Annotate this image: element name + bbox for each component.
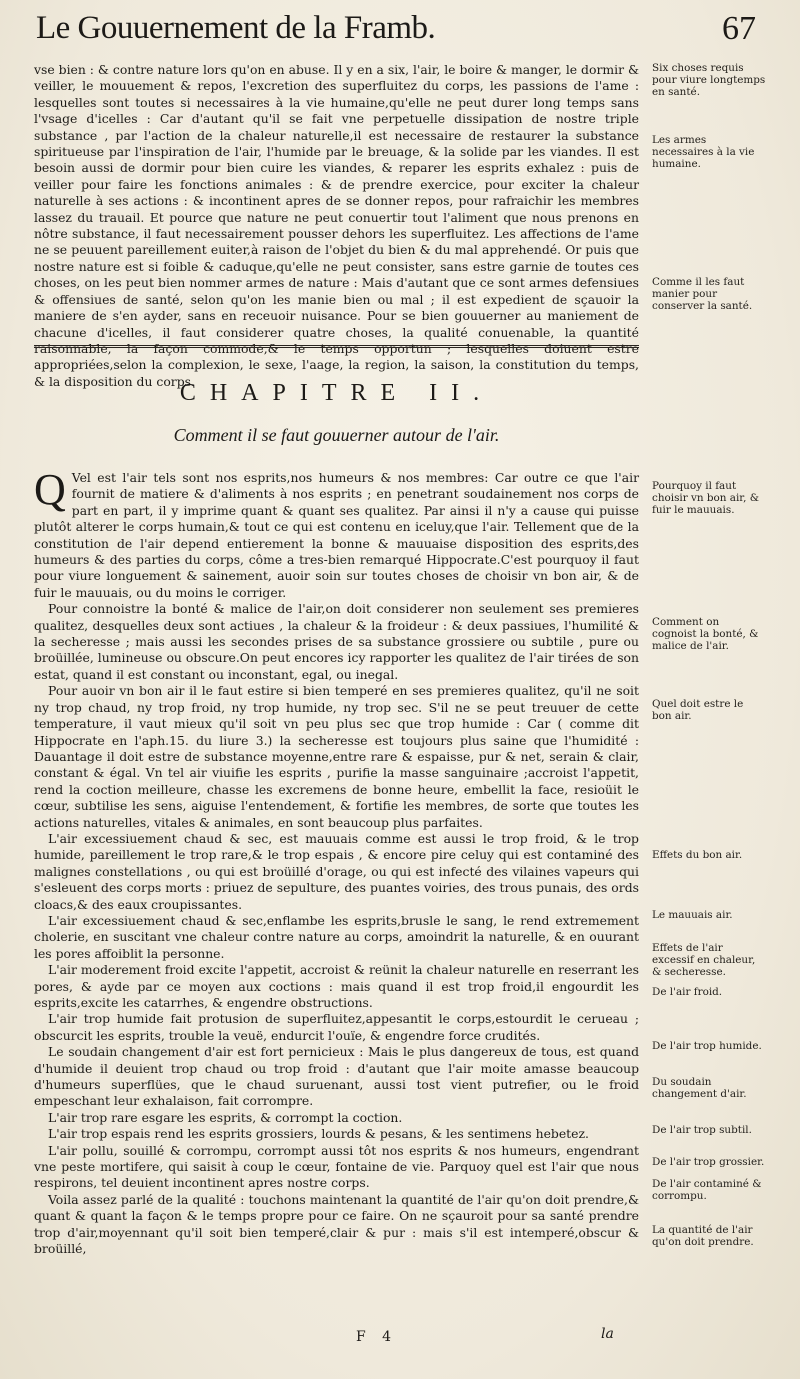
chapter-heading: CHAPITRE II.	[179, 380, 494, 406]
ornamental-rule	[34, 345, 639, 348]
margin-note: Quel doit estre le bon air.	[652, 698, 744, 723]
margin-note: De l'air trop subtil.	[652, 1124, 752, 1136]
drop-capital: Q	[34, 465, 66, 514]
paragraph: L'air pollu, souillé & corrompu, corrompt aussi tôt nos esprits & nos humeurs, engendrant vne peste mortifere, qui saisit à coup le cœur, fontaine de vie. Parquoy quel est l'air que nous respirons, tel deuient incontinent apres nostre corps.	[34, 1142, 639, 1191]
paragraph: Voila assez parlé de la qualité : touchons maintenant la quantité de l'air qu'on doit prendre,& quant & quant la façon & le temps propre pour ce faire. On ne sçauroit pour sa santé prendre trop d'air,moyennant qu'il soit bien temperé,clair & pur : mais s'il est intemperé,obscur & broüillé,	[34, 1191, 639, 1257]
paragraph: L'air moderement froid excite l'appetit, accroist & reünit la chaleur naturelle en reserrant les pores, & ayde par ce moyen aux coctions : mais quand il est trop froid,il engourdit les esprits,excite les catarrhes, & engendre obstructions.	[34, 962, 639, 1010]
paragraph: L'air trop humide fait protusion de superfluitez,appesantit le corps,estourdit le cerueau ; obscurcit les esprits, trouble la veuë, endurcit l'ouïe, & engendre force crudités.	[34, 1011, 639, 1043]
margin-note: Les armes necessaires à la vie humaine.	[652, 134, 755, 171]
chapter-body	[34, 465, 639, 1258]
margin-note: De l'air trop grossier.	[652, 1156, 765, 1168]
running-head	[36, 10, 756, 56]
paragraph: L'air excessiuement chaud & sec, est mauuais comme est aussi le trop froid, & le trop humide, pareillement le trop rare,& le trop espais , & encore pire celuy qui est contaminé des malignes constellations , ou qui est broüillé d'orage, ou qui est infecté des vilaines vapeurs qui s'esleuent des corps morts : priuez de sepulture, des puantes voiries, des trous punais, des ords cloacs,& des eaux croupissantes.	[34, 830, 639, 912]
margin-note: La quantité de l'air qu'on doit prendre.	[652, 1224, 754, 1249]
chapter-subtitle: Comment il se faut gouuerner autour de l'air.	[173, 425, 500, 445]
page-number: 67	[722, 10, 756, 47]
paragraph: Pour connoistre la bonté & malice de l'air,on doit considerer non seulement ses premieres qualitez, desquelles deux sont actiues , la chaleur & la froideur : & deux passiues, l'humilité & la secheresse ; mais aussi les secondes prises de sa substance grossiere ou subtile , pure ou broüillée, lumineuse ou obscure.On peut encores icy rapporter les qualitez de l'air tirées de son estat, quand il est constant ou inconstant, egal, ou inegal.	[34, 601, 639, 682]
margin-note: Le mauuais air.	[652, 909, 733, 921]
signature-mark: F 4	[356, 1329, 398, 1345]
paragraph: Pour auoir vn bon air il le faut estire si bien temperé en ses premieres qualitez, qu'il ne soit ny trop chaud, ny trop froid, ny trop humide, ny trop sec. S'il ne se peut treuuer de cette temperature, il vaut mieux qu'il soit vn peu plus sec que trop humide : Car ( comme dit Hippocrate en l'aph.15. du liure 3.) la secheresse est toujours plus saine que l'humidité : Dauantage il doit estre de substance moyenne,entre rare & espaisse, pur & net, serain & clair, constant & égal. Vn tel air viuifie les esprits , purifie la masse sanguinaire ;accroist l'appetit, rend la coction meilleure, chasse les excremens de bonne heure, embellit la face, resioüit le cœur, subtilise les sens, aiguise l'entendement, & fortifie les membres, de sorte que toutes les actions naturelles, vitales & animales, en sont beaucoup plus parfaites.	[34, 683, 639, 830]
margin-note: De l'air trop humide.	[652, 1040, 762, 1052]
margin-note: Effets du bon air.	[652, 849, 743, 861]
paragraph: L'air trop espais rend les esprits grossiers, lourds & pesans, & les sentimens hebetez.	[48, 1126, 589, 1142]
paragraph: vse bien : & contre nature lors qu'on en abuse. Il y en a six, l'air, le boire & manger, le dormir & veiller, le mouuement & repos, l'excretion des superfluitez du corps, les passions de l'ame : lesquelles sont toutes si necessaires à la vie humaine,qu'elle ne peut durer long temps sans l'vsage d'icelles : Car d'autant qu'il se fait vne perpetuelle dissipation de nostre triple substance , par l'action de la chaleur naturelle,il est necessaire de restaurer la substance spiritueuse par l'inspiration de l'air, l'humide par le breuage, & la solide par les viandes. Il est besoin aussi de dormir pour bien cuire les viandes, & reparer les esprits exhalez : puis de veiller pour faire les fonctions animales : & de prendre exercice, pour exciter la chaleur naturelle à ses actions : & incontinent apres de se donner repos, pour rafraichir les membres lassez du trauail. Et pource que nature ne peut conuertir tout l'aliment que nous prenons en nôtre substance, il faut necessairement pousser dehors les superfluitez. Les affections de l'ame ne se peuuent pareillement euiter,à raison de l'objet du bien & du mal apprehendé. Or puis que nostre nature est si foible & caduque,qu'elle ne peut consister, sans estre garnie de toutes ces choses, on les peut bien nommer armes de nature : Mais d'autant que ce sont armes defensiues & offensiues de santé, selon qu'on les manie bien ou mal ; il est expedient de sçauoir la maniere de s'en ayder, sans en receuoir nuisance. Pour se bien gouuerner au maniement de chacune d'icelles, il faut considerer quatre choses, la qualité conuenable, la quantité raisonnable, la façon commode,& le temps opportun ; lesquelles doiuent estre appropriées,selon la complexion, le sexe, l'aage, la region, la saison, la constitution du temps, & la disposition du corps.	[34, 62, 639, 389]
margin-note: Du soudain changement d'air.	[652, 1076, 747, 1101]
body-text-top	[34, 62, 639, 390]
margin-note: Effets de l'air excessif en chaleur, & secheresse.	[652, 942, 756, 979]
running-title: Le Gouuernement de la Framb.	[36, 10, 436, 46]
paragraph: L'air excessiuement chaud & sec,enflambe les esprits,brusle le sang, le rend extremement cholerie, en suscitant vne chaleur contre nature au corps, amoindrit la naturelle, & en ouurant les pores affoiblit la personne.	[34, 912, 639, 961]
paragraph: Le soudain changement d'air est fort pernicieux : Mais le plus dangereux de tous, est quand d'humide il deuient trop chaud ou trop froid : d'autant que l'air moite amasse beaucoup d'humeurs superflües, que le chaud suruenant, aussi tost vient putrefier, ou le froid empeschant leur exhalaison, fait corrompre.	[34, 1044, 639, 1109]
paragraph: Q Vel est l'air tels sont nos esprits,nos humeurs & nos membres: Car outre ce que l'air fournit de matiere & d'aliments à nos esprits ; en penetrant soudainement nos corps de part en part, il y imprime quant & quant ses qualitez. Par ainsi il n'y a cause qui puisse plutôt alterer le corps humain,& tout ce qui est contenu en iceluy,que l'air. Tellement que de la constitution de l'air depend entierement la bonne & mauuaise disposition des esprits,des humeurs & des parties du corps, côme a tres-bien remarqué Hippocrate.C'est pourquoy il faut pour viure longuement & sainement, auoir soin sur toutes choses de choisir vn bon air, & de fuir le mauuais, ou du moins le corriger.	[34, 465, 639, 600]
margin-note: Comment on cognoist la bonté, & malice de l'air.	[652, 616, 759, 653]
catchword: la	[601, 1326, 614, 1342]
margin-note: De l'air contaminé & corrompu.	[652, 1178, 762, 1203]
margin-note: Pourquoy il faut choisir vn bon air, & fuir le mauuais.	[652, 480, 759, 517]
paragraph: L'air trop rare esgare les esprits, & corrompt la coction.	[48, 1109, 403, 1125]
margin-note: De l'air froid.	[652, 986, 723, 998]
margin-note: Comme il les faut manier pour conserver la santé.	[652, 276, 753, 313]
margin-note: Six choses requis pour viure longtemps en santé.	[652, 62, 766, 99]
